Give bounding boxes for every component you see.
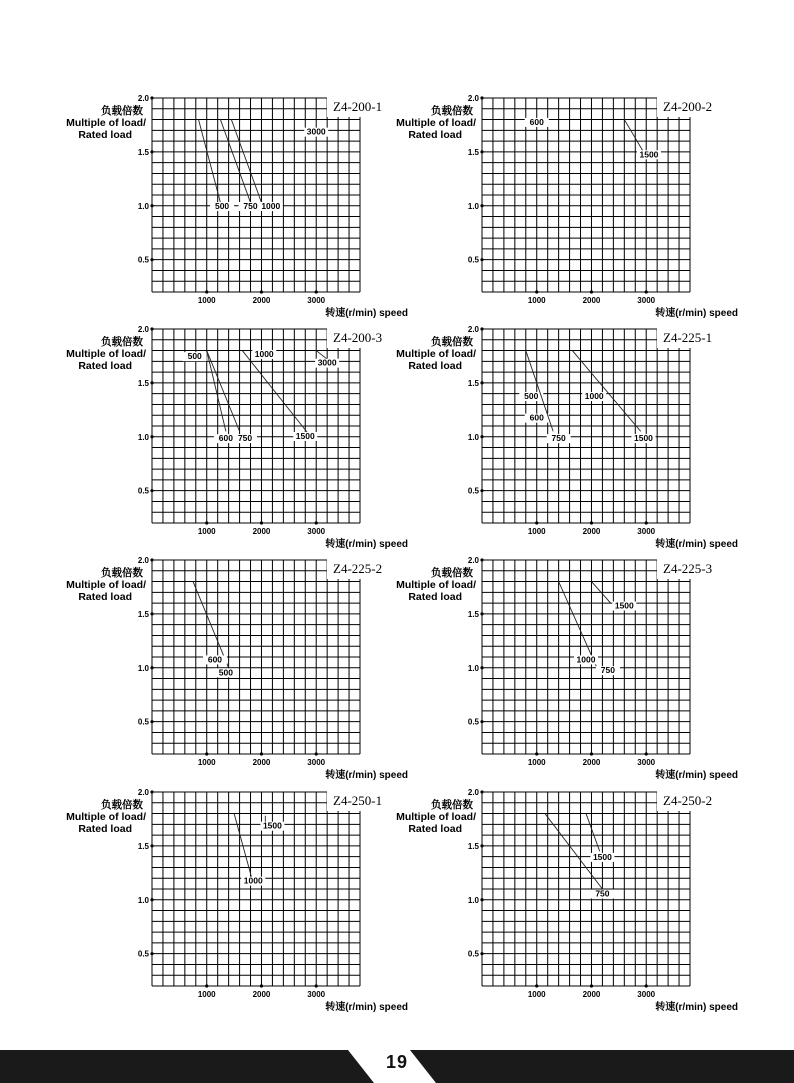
- ytick-label: 1.0: [137, 201, 149, 211]
- x-axis-label: 转速(r/min) speed: [325, 770, 408, 781]
- xtick-dot: [260, 290, 263, 293]
- ytick-label: 1.0: [467, 895, 479, 905]
- xtick-label: 3000: [307, 296, 326, 305]
- ytick-label: 2.0: [467, 788, 479, 797]
- ylabel-en-1: Multiple of load/: [396, 579, 476, 591]
- xtick-dot: [315, 752, 318, 755]
- ytick-dot: [150, 381, 153, 384]
- page-number: 19: [385, 1052, 409, 1072]
- ytick-label: 1.0: [137, 895, 149, 905]
- xtick-dot: [590, 521, 593, 524]
- xtick-label: 1000: [527, 527, 546, 536]
- xtick-label: 1000: [527, 758, 546, 767]
- series-label-600: 600: [218, 433, 233, 444]
- chart-z4-225-3: [396, 556, 738, 781]
- series-line-1500: [572, 351, 640, 432]
- chart-z4-200-1: [66, 94, 408, 319]
- ytick-label: 1.5: [137, 378, 149, 388]
- xtick-dot: [535, 290, 538, 293]
- ytick-dot: [480, 952, 483, 955]
- series-label-500: 500: [187, 351, 202, 362]
- ytick-dot: [150, 666, 153, 669]
- ylabel-cn: 负载倍数: [431, 799, 473, 811]
- ylabel-en-1: Multiple of load/: [66, 117, 146, 129]
- ytick-dot: [150, 150, 153, 153]
- series-label-1500: 1500: [295, 430, 315, 441]
- series-label-600: 600: [529, 116, 544, 127]
- ytick-dot: [150, 898, 153, 901]
- ytick-label: 1.0: [467, 663, 479, 673]
- ytick-dot: [150, 435, 153, 438]
- xtick-label: 1000: [197, 758, 216, 767]
- xtick-dot: [205, 521, 208, 524]
- ylabel-cn: 负载倍数: [101, 799, 143, 811]
- xtick-label: 3000: [307, 990, 326, 999]
- ytick-label: 1.0: [137, 432, 149, 442]
- ytick-label: 1.5: [137, 609, 149, 619]
- xtick-label: 1000: [197, 527, 216, 536]
- series-label-750: 750: [600, 665, 615, 676]
- x-axis-label: 转速(r/min) speed: [655, 539, 738, 550]
- ytick-label: 1.0: [467, 201, 479, 211]
- xtick-label: 3000: [637, 296, 656, 305]
- xtick-dot: [535, 752, 538, 755]
- x-axis-label: 转速(r/min) speed: [655, 770, 738, 781]
- chart-title: Z4-225-3: [663, 561, 713, 576]
- ylabel-en-2: Rated load: [78, 823, 132, 835]
- xtick-label: 1000: [197, 296, 216, 305]
- ytick-dot: [480, 96, 483, 99]
- ytick-dot: [150, 96, 153, 99]
- chart-z4-225-2: [66, 556, 408, 781]
- series-label-500: 500: [218, 667, 233, 678]
- xtick-dot: [205, 752, 208, 755]
- chart-title: Z4-250-2: [663, 793, 713, 808]
- ytick-label: 1.0: [137, 663, 149, 673]
- ytick-label: 2.0: [467, 325, 479, 334]
- chart-title: Z4-250-1: [333, 793, 383, 808]
- ylabel-en-1: Multiple of load/: [396, 811, 476, 823]
- chart-z4-250-2: [396, 788, 738, 1013]
- series-label-1000: 1000: [576, 654, 596, 665]
- xtick-dot: [260, 752, 263, 755]
- ytick-dot: [480, 381, 483, 384]
- series-label-3000: 3000: [317, 357, 337, 368]
- ytick-label: 1.5: [467, 378, 479, 388]
- ylabel-en-1: Multiple of load/: [396, 117, 476, 129]
- ylabel-cn: 负载倍数: [431, 336, 473, 348]
- ytick-label: 0.5: [467, 255, 479, 265]
- ytick-dot: [150, 720, 153, 723]
- series-label-1000: 1000: [254, 349, 274, 360]
- xtick-dot: [535, 521, 538, 524]
- ytick-label: 1.0: [467, 432, 479, 442]
- xtick-label: 2000: [252, 758, 271, 767]
- series-label-1500: 1500: [262, 820, 282, 831]
- ylabel-en-1: Multiple of load/: [66, 811, 146, 823]
- x-axis-label: 转速(r/min) speed: [655, 1002, 738, 1013]
- series-label-1500: 1500: [634, 433, 653, 444]
- series-label-750: 750: [237, 433, 253, 444]
- ytick-dot: [150, 612, 153, 615]
- ylabel-en-1: Multiple of load/: [66, 348, 146, 360]
- ytick-dot: [480, 844, 483, 847]
- ylabel-cn: 负载倍数: [431, 567, 473, 579]
- ytick-label: 0.5: [467, 717, 479, 727]
- xtick-dot: [315, 521, 318, 524]
- xtick-label: 2000: [582, 296, 601, 305]
- xtick-dot: [260, 984, 263, 987]
- xtick-label: 1000: [527, 990, 546, 999]
- xtick-label: 2000: [582, 527, 601, 536]
- ytick-label: 1.5: [467, 609, 479, 619]
- ylabel-cn: 负载倍数: [101, 336, 143, 348]
- ytick-label: 1.5: [137, 147, 149, 157]
- series-line-1500: [624, 120, 643, 152]
- ylabel-en-2: Rated load: [408, 360, 462, 372]
- x-axis-label: 转速(r/min) speed: [325, 1002, 408, 1013]
- x-axis-label: 转速(r/min) speed: [655, 308, 738, 319]
- series-label-1500: 1500: [639, 149, 659, 160]
- series-label-750: 750: [243, 201, 258, 212]
- series-label-1500: 1500: [614, 600, 634, 611]
- xtick-dot: [315, 290, 318, 293]
- xtick-label: 3000: [637, 527, 656, 536]
- xtick-dot: [260, 521, 263, 524]
- series-label-750: 750: [551, 433, 566, 444]
- chart-title: Z4-200-1: [333, 99, 383, 114]
- series-label-1000: 1000: [243, 875, 263, 886]
- ylabel-en-2: Rated load: [78, 129, 132, 141]
- chart-z4-225-1: [396, 325, 738, 550]
- ytick-dot: [480, 558, 483, 561]
- xtick-label: 2000: [252, 990, 271, 999]
- xtick-label: 2000: [582, 990, 601, 999]
- ytick-label: 0.5: [467, 949, 479, 959]
- ylabel-en-2: Rated load: [408, 823, 462, 835]
- series-label-750: 750: [595, 888, 610, 899]
- chart-title: Z4-225-2: [333, 561, 383, 576]
- ytick-dot: [150, 327, 153, 330]
- ytick-dot: [150, 558, 153, 561]
- ylabel-en-2: Rated load: [78, 360, 132, 372]
- xtick-dot: [590, 984, 593, 987]
- xtick-dot: [645, 290, 648, 293]
- series-label-500: 500: [214, 201, 230, 212]
- ylabel-cn: 负载倍数: [101, 105, 143, 117]
- ytick-dot: [480, 612, 483, 615]
- ytick-label: 0.5: [137, 486, 149, 496]
- series-label-1000: 1000: [261, 201, 281, 212]
- xtick-dot: [205, 984, 208, 987]
- ytick-label: 2.0: [467, 556, 479, 565]
- ytick-dot: [480, 327, 483, 330]
- ytick-dot: [480, 150, 483, 153]
- series-label-600: 600: [529, 412, 544, 423]
- ytick-label: 0.5: [467, 486, 479, 496]
- ylabel-en-1: Multiple of load/: [396, 348, 476, 360]
- xtick-dot: [205, 290, 208, 293]
- ytick-dot: [480, 489, 483, 492]
- ylabel-en-2: Rated load: [78, 591, 132, 603]
- series-label-600: 600: [207, 654, 223, 665]
- series-label-1000: 1000: [584, 391, 604, 402]
- xtick-dot: [645, 752, 648, 755]
- ylabel-en-1: Multiple of load/: [66, 579, 146, 591]
- ytick-dot: [150, 204, 153, 207]
- series-label-500: 500: [524, 391, 539, 402]
- xtick-dot: [315, 984, 318, 987]
- xtick-label: 3000: [637, 758, 656, 767]
- ytick-label: 0.5: [137, 949, 149, 959]
- ytick-dot: [480, 666, 483, 669]
- ytick-label: 1.5: [467, 841, 479, 851]
- chart-title: Z4-200-3: [333, 330, 383, 345]
- ytick-dot: [480, 258, 483, 261]
- ytick-dot: [150, 489, 153, 492]
- x-axis-label: 转速(r/min) speed: [325, 308, 408, 319]
- xtick-label: 2000: [582, 758, 601, 767]
- chart-title: Z4-200-2: [663, 99, 713, 114]
- ytick-dot: [150, 258, 153, 261]
- ytick-label: 0.5: [137, 255, 149, 265]
- ytick-dot: [480, 790, 483, 793]
- ytick-dot: [150, 844, 153, 847]
- ytick-dot: [150, 952, 153, 955]
- xtick-dot: [645, 984, 648, 987]
- ylabel-en-2: Rated load: [408, 129, 462, 141]
- ytick-label: 1.5: [467, 147, 479, 157]
- ytick-label: 2.0: [137, 325, 149, 334]
- xtick-dot: [535, 984, 538, 987]
- ylabel-cn: 负载倍数: [431, 105, 473, 117]
- ytick-label: 0.5: [137, 717, 149, 727]
- xtick-label: 3000: [637, 990, 656, 999]
- xtick-label: 2000: [252, 296, 271, 305]
- ytick-dot: [480, 720, 483, 723]
- xtick-dot: [590, 290, 593, 293]
- xtick-label: 1000: [527, 296, 546, 305]
- xtick-dot: [645, 521, 648, 524]
- ytick-label: 1.5: [137, 841, 149, 851]
- xtick-label: 3000: [307, 758, 326, 767]
- xtick-dot: [590, 752, 593, 755]
- ytick-label: 2.0: [137, 788, 149, 797]
- chart-z4-200-3: [66, 325, 408, 550]
- ytick-dot: [150, 790, 153, 793]
- ytick-dot: [480, 898, 483, 901]
- ytick-label: 2.0: [137, 94, 149, 103]
- series-label-3000: 3000: [306, 126, 326, 137]
- ylabel-en-2: Rated load: [408, 591, 462, 603]
- series-label-1500: 1500: [592, 851, 612, 862]
- xtick-label: 3000: [307, 527, 326, 536]
- series-line-500: [199, 120, 221, 203]
- ytick-label: 2.0: [467, 94, 479, 103]
- chart-z4-200-2: [396, 94, 738, 319]
- ytick-dot: [480, 204, 483, 207]
- ytick-dot: [480, 435, 483, 438]
- ylabel-cn: 负载倍数: [101, 567, 143, 579]
- x-axis-label: 转速(r/min) speed: [325, 539, 408, 550]
- chart-title: Z4-225-1: [663, 330, 713, 345]
- ytick-label: 2.0: [137, 556, 149, 565]
- chart-z4-250-1: [66, 788, 408, 1013]
- xtick-label: 1000: [197, 990, 216, 999]
- xtick-label: 2000: [252, 527, 271, 536]
